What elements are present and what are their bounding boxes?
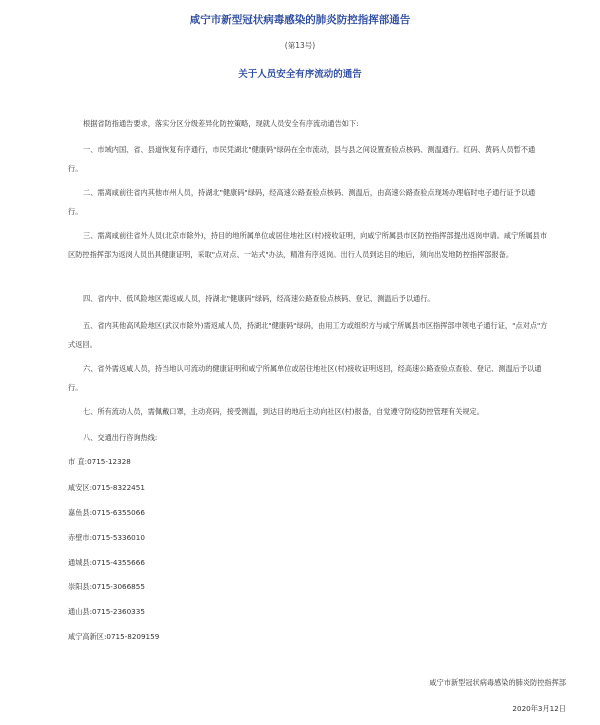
item-paragraph-6: 六、省外需返咸人员，持当地认可流动的健康证明和咸宁所属单位或居住地社区(村)接收证明返回，经高速公路查验点查验、登记、测温后予以通行。 (68, 364, 542, 392)
hotline-label: 市 直: (68, 457, 88, 466)
item-paragraph-2: 二、需离咸前往省内其他市州人员，持湖北"健康码"绿码，经高速公路查验点核码、测温后，由高速公路查验点现场办理临时电子通行证予以通行。 (68, 188, 536, 216)
hotline-label: 通山县: (68, 607, 92, 616)
item-paragraph-3: 三、需离咸前往省外人员(北京市除外)，持目的地所属单位或居住地社区(村)接收证明，向咸宁所属县市区防控指挥部提出返岗申请。咸宁所属县市区防控指挥部为返岗人员出具健康证明，采取"点对点、一站式"办法，精准有序返岗。出行人员到达目的地后，须向出发地防控指挥部报备。 (68, 231, 548, 259)
hotline-phone: 0715-6355066 (92, 508, 145, 517)
hotline-label: 通城县: (68, 558, 92, 567)
item-paragraph-8: 八、交通出行咨询热线: (83, 433, 158, 442)
notice-subtitle: 关于人员安全有序流动的通告 (238, 69, 362, 80)
notice-number: (第13号) (284, 41, 316, 50)
hotline-phone: 0715-2360335 (92, 607, 145, 616)
hotline-phone: 0715-8209159 (106, 632, 160, 641)
notice-title: 咸宁市新型冠状病毒感染的肺炎防控指挥部通告 (189, 14, 411, 26)
hotline-item (68, 456, 131, 468)
hotline-item (68, 581, 145, 593)
issue-date: 2020年3月12日 (512, 704, 566, 713)
hotline-label: 咸安区: (68, 483, 92, 492)
hotline-label: 嘉鱼县: (68, 508, 92, 517)
signer: 咸宁市新型冠状病毒感染的肺炎防控指挥部 (429, 678, 566, 687)
hotline-phone: 0715-5336010 (92, 533, 145, 542)
hotline-item (68, 631, 159, 643)
hotline-label: 崇阳县: (68, 582, 92, 591)
hotline-item (68, 557, 145, 569)
hotline-label: 赤壁市: (68, 533, 92, 542)
item-paragraph-5: 五、省内其他高风险地区(武汉市除外)需返咸人员，持湖北"健康码"绿码，由用工方或组织方与咸宁所属县市区指挥部申领电子通行证，"点对点"方式返回。 (68, 321, 548, 349)
item-paragraph-7: 七、所有流动人员，需佩戴口罩，主动亮码，接受测温，到达目的地后主动向社区(村)报备，自觉遵守防疫防控管理有关规定。 (83, 407, 484, 416)
item-paragraph-1: 一、市域内国、省、县道恢复有序通行，市民凭湖北"健康码"绿码在全市流动，县与县之间设置查验点核码、测温通行。红码、黄码人员暂不通行。 (68, 145, 536, 173)
hotline-item (68, 606, 145, 618)
intro-paragraph: 根据省防指通告要求，落实分区分级差异化防控策略，现就人员安全有序流动通告如下: (83, 119, 359, 128)
hotline-phone: 0715-12328 (87, 457, 131, 466)
hotline-phone: 0715-8322451 (92, 483, 145, 492)
hotline-item (68, 482, 145, 494)
hotline-phone: 0715-4355666 (92, 558, 145, 567)
hotline-label: 咸宁高新区: (68, 632, 107, 641)
hotline-phone: 0715-3066855 (92, 582, 145, 591)
hotline-item (68, 507, 145, 519)
hotline-item (68, 532, 145, 544)
item-paragraph-4: 四、省内中、低风险地区需返咸人员，持湖北"健康码"绿码，经高速公路查验点核码、登记、测温后予以通行。 (83, 294, 435, 303)
